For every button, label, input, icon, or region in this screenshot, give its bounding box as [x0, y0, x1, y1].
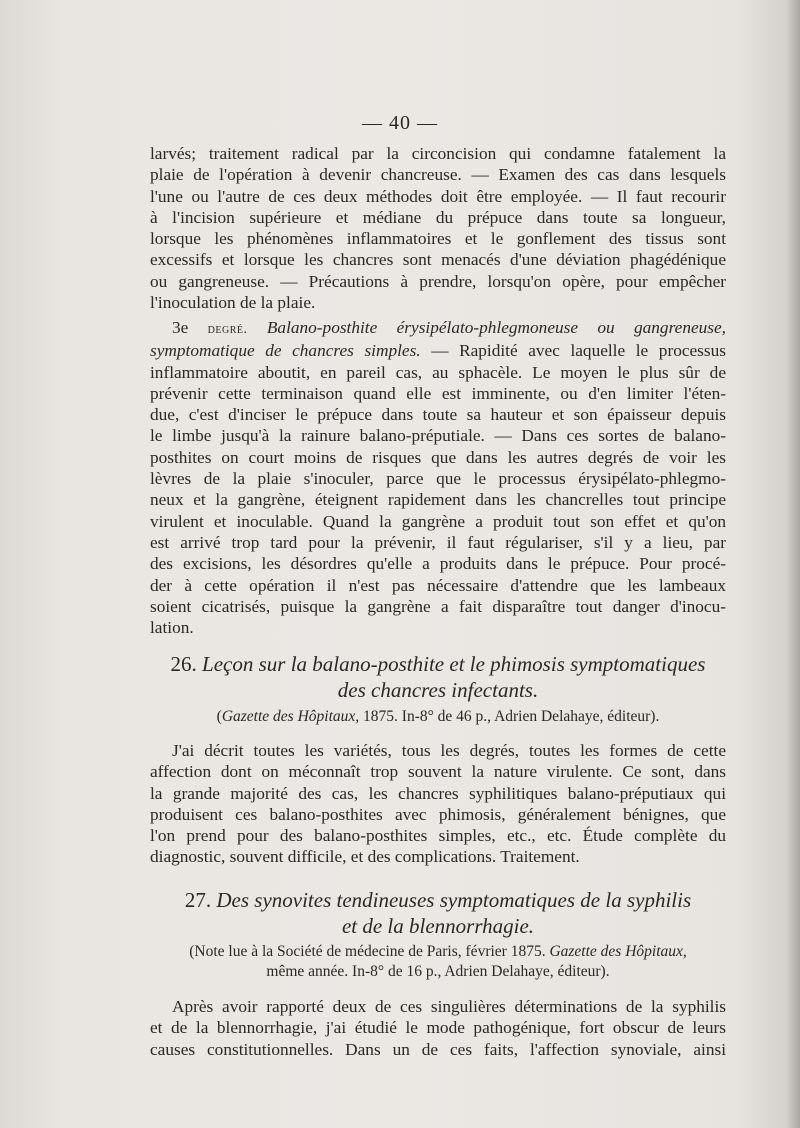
section-number: 27.	[184, 888, 212, 912]
text-line: lorsque les phénomènes inflammatoires et le gonflement des tissus sont	[150, 229, 726, 249]
section-27-reference	[150, 942, 726, 982]
text-line: l'on prend pour des balano-posthites simples, etc., etc. Étude complète du	[150, 826, 726, 846]
degree-label: degré.	[207, 322, 248, 337]
section-27-heading	[150, 887, 726, 939]
text-line: larvés; traitement radical par la circoncision qui condamne fatalement la	[150, 144, 726, 163]
section-title-line: et de la blennorrhagie.	[341, 914, 535, 938]
text-line: lation.	[150, 618, 194, 638]
reference-text: (Note lue à la Société de médecine de Paris, février 1875.	[189, 943, 546, 960]
text-line: prévenir cette terminaison quand elle est imminente, ou d'en limiter l'éten-	[150, 383, 726, 403]
section-title: Des synovites tendineuses symptomatiques de la syphilis	[216, 888, 692, 912]
degree-heading-line	[150, 317, 726, 340]
text-line: et de la blennorrhagie, j'ai étudié le mode pathogénique, fort obscur de leurs	[150, 1018, 726, 1038]
section-title-line: des chancres infectants.	[337, 678, 539, 702]
journal-name: Gazette des Hôpitaux,	[221, 708, 360, 725]
text-line: diagnostic, souvent difficile, et des complications. Traitement.	[150, 847, 580, 867]
text-line: due, c'est d'inciser le prépuce dans toute sa hauteur et son épaisseur depuis	[150, 405, 726, 425]
paren: (	[216, 708, 222, 725]
text-line: Après avoir rapporté deux de ces singulières déterminations de la syphilis	[172, 997, 726, 1016]
degree-number: 3e	[172, 318, 189, 337]
section-27-body	[150, 996, 726, 1060]
journal-name: Gazette des Hôpitaux,	[549, 943, 687, 960]
text-line: affection dont on méconnaît trop souvent la nature virulente. Ce sont, dans	[150, 762, 726, 782]
section-title-line	[150, 651, 726, 677]
text-line: inflammatoire aboutit, en pareil cas, au sphacèle. Le moyen le plus sûr de	[150, 362, 726, 382]
section-26-heading	[150, 651, 726, 703]
text-line	[150, 340, 726, 361]
text-line: ou gangreneuse. — Précautions à prendre, lorsqu'on opère, pour empêcher	[150, 271, 726, 291]
section-title: Leçon sur la balano-posthite et le phimosis symptomatiques	[202, 652, 706, 676]
page-number: — 40 —	[362, 112, 438, 134]
text-line: neux et la gangrène, éteignent rapidement dans les chancrelles tout principe	[150, 490, 726, 510]
text-line: virulent et inoculable. Quand la gangrène a produit tout son effet et qu'on	[150, 511, 726, 531]
text-line: produisent ces balano-posthites avec phimosis, généralement bénignes, que	[150, 804, 726, 824]
section-26-reference	[150, 707, 726, 727]
text-line: lèvres de la plaie s'inoculer, parce que le processus érysipélato-phlegmo-	[150, 469, 726, 489]
text-run: — Rapidité avec laquelle le processus	[420, 341, 726, 361]
text-line: la grande majorité des cas, les chancres syphilitiques balano-préputiaux qui	[150, 783, 726, 803]
text-line: l'une ou l'autre de ces deux méthodes doit être employée. — Il faut recourir	[150, 186, 726, 206]
paragraph-1	[150, 143, 726, 313]
reference-text: 1875. In-8° de 46 p., Adrien Delahaye, éditeur).	[359, 708, 660, 725]
degree-subtitle: symptomatique de chancres simples.	[150, 341, 421, 361]
reference-line: même année. In-8° de 16 p., Adrien Delahaye, éditeur).	[266, 963, 610, 980]
text-line: der à cette opération il n'est pas nécessaire d'attendre que les lambeaux	[150, 575, 726, 595]
text-line: excessifs et lorsque les chancres sont menacés d'une déviation phagédénique	[150, 250, 726, 270]
reference-line	[150, 942, 726, 962]
text-line: est arrivé trop tard pour la prévenir, il faut régulariser, s'il y a lieu, par	[150, 532, 726, 552]
text-line: le limbe jusqu'à la rainure balano-préputiale. — Dans ces sortes de balano-	[150, 426, 726, 446]
text-line: des excisions, les désordres qu'elle a produits dans le prépuce. Pour procé-	[150, 554, 726, 574]
text-line: à l'incision supérieure et médiane du prépuce dans toute sa longueur,	[150, 207, 726, 227]
text-line: l'inoculation de la plaie.	[150, 293, 316, 313]
paragraph-2	[150, 317, 726, 638]
section-number: 26.	[170, 652, 197, 676]
section-title-line	[150, 887, 726, 913]
section-26-body	[150, 740, 726, 868]
degree-title: Balano-posthite érysipélato-phlegmoneuse ou gangreneuse,	[266, 318, 726, 337]
text-line: causes constitutionnelles. Dans un de ces faits, l'affection synoviale, ainsi	[150, 1039, 726, 1059]
text-line: J'ai décrit toutes les variétés, tous les degrés, toutes les formes de cette	[172, 741, 726, 760]
text-line: plaie de l'opération à devenir chancreuse. — Examen des cas dans lesquels	[150, 165, 726, 185]
text-line: posthites on court moins de risques que dans les autres degrés de voir les	[150, 447, 726, 467]
text-line: soient cicatrisés, puisque la gangrène a fait disparaître tout danger d'inocu-	[150, 596, 726, 616]
page-edge-shadow	[786, 0, 800, 1128]
